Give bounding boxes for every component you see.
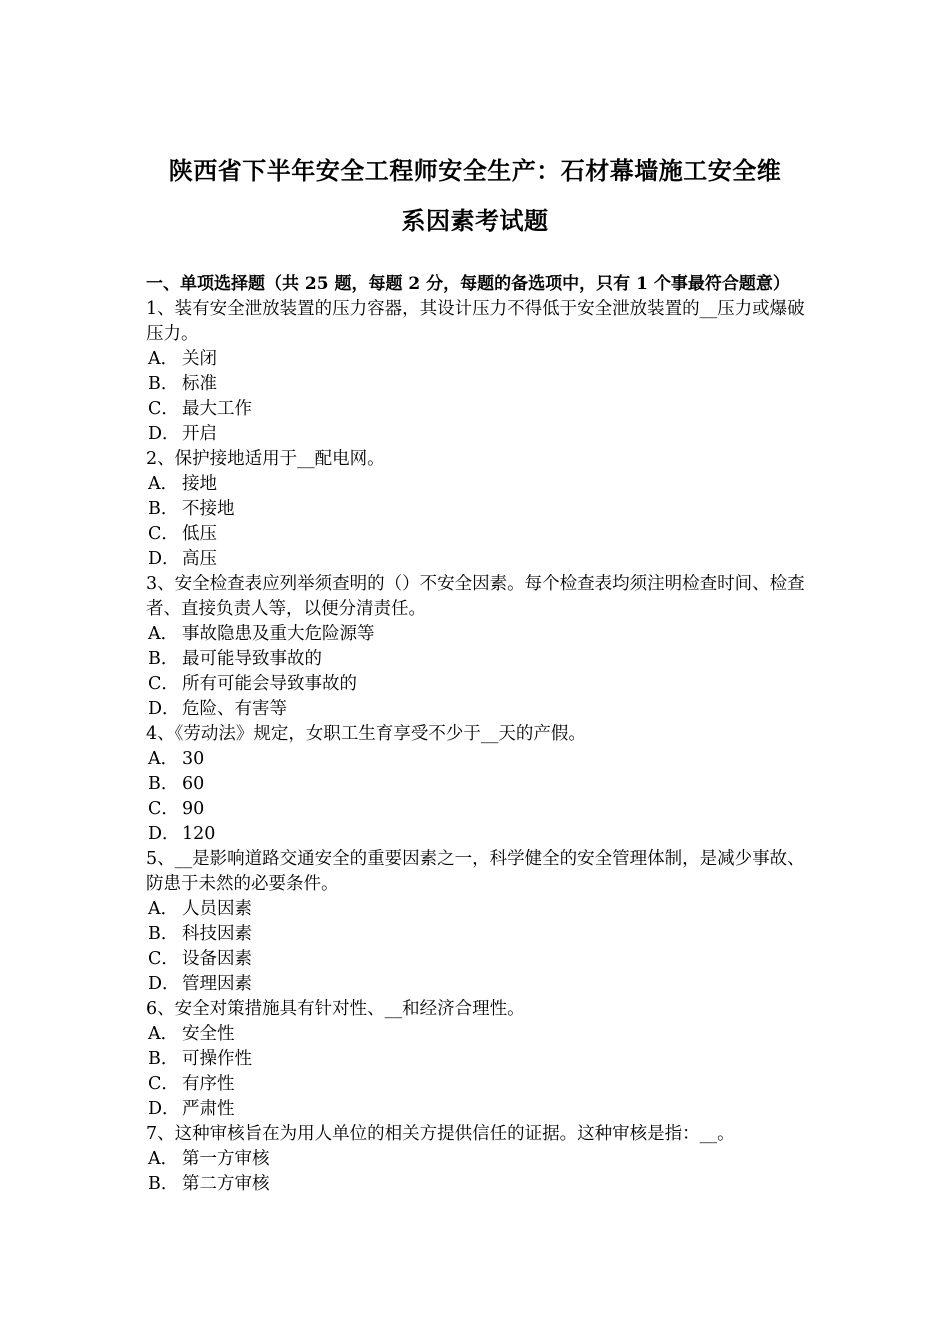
- question-block: [146, 722, 816, 847]
- document-title-line-2: 系因素考试题: [401, 206, 549, 235]
- option-letter: B．: [148, 774, 179, 794]
- option-item: [146, 947, 816, 972]
- option-item: [146, 922, 816, 947]
- option-letter: D．: [148, 699, 180, 719]
- question-block: [146, 572, 816, 722]
- document-title-line-1: 陕西省下半年安全工程师安全生产：石材幕墙施工安全维: [168, 156, 782, 185]
- option-text: 第二方审核: [182, 1174, 270, 1194]
- option-letter: C．: [148, 799, 179, 819]
- option-letter: B．: [148, 924, 179, 944]
- option-item: [146, 1047, 816, 1072]
- option-text: 开启: [182, 424, 217, 444]
- question-block: [146, 297, 816, 447]
- option-item: [146, 347, 816, 372]
- option-text: 30: [182, 749, 205, 769]
- option-item: [146, 522, 816, 547]
- option-item: [146, 672, 816, 697]
- question-text: 1、装有安全泄放装置的压力容器，其设计压力不得低于安全泄放装置的__压力或爆破压力。: [146, 299, 805, 344]
- option-text: 第一方审核: [182, 1149, 270, 1169]
- option-text: 标准: [182, 374, 217, 394]
- option-item: [146, 897, 816, 922]
- option-text: 设备因素: [182, 949, 252, 969]
- option-letter: A．: [148, 899, 179, 919]
- option-item: [146, 397, 816, 422]
- option-letter: B．: [148, 1049, 179, 1069]
- question-text: 6、安全对策措施具有针对性、__和经济合理性。: [146, 999, 525, 1019]
- option-item: [146, 797, 816, 822]
- option-text: 最可能导致事故的: [182, 649, 322, 669]
- option-item: [146, 772, 816, 797]
- option-text: 高压: [182, 549, 217, 569]
- option-letter: D．: [148, 1099, 180, 1119]
- option-item: [146, 972, 816, 997]
- option-letter: C．: [148, 399, 179, 419]
- option-text: 关闭: [182, 349, 217, 369]
- option-letter: B．: [148, 499, 179, 519]
- option-text: 低压: [182, 524, 217, 544]
- question-block: [146, 847, 816, 997]
- question-block: [146, 997, 816, 1122]
- option-item: [146, 547, 816, 572]
- option-text: 危险、有害等: [182, 699, 287, 719]
- option-text: 管理因素: [182, 974, 252, 994]
- option-letter: C．: [148, 949, 179, 969]
- option-item: [146, 422, 816, 447]
- option-item: [146, 822, 816, 847]
- question-text: 5、__是影响道路交通安全的重要因素之一，科学健全的安全管理体制，是减少事故、防患于未然的必要条件。: [146, 849, 805, 894]
- option-letter: B．: [148, 374, 179, 394]
- option-item: [146, 1147, 816, 1172]
- option-letter: A．: [148, 474, 179, 494]
- option-text: 事故隐患及重大危险源等: [182, 624, 375, 644]
- option-text: 人员因素: [182, 899, 252, 919]
- option-item: [146, 372, 816, 397]
- option-text: 90: [182, 799, 205, 819]
- question-block: [146, 447, 816, 572]
- option-item: [146, 1097, 816, 1122]
- option-letter: C．: [148, 1074, 179, 1094]
- question-text: 2、保护接地适用于__配电网。: [146, 449, 385, 469]
- question-text: 3、安全检查表应列举须查明的（）不安全因素。每个检查表均须注明检查时间、检查者、直接负责人等，以便分清责任。: [146, 574, 805, 619]
- option-item: [146, 697, 816, 722]
- option-text: 最大工作: [182, 399, 252, 419]
- option-text: 接地: [182, 474, 217, 494]
- document-body: [146, 272, 816, 1197]
- option-text: 60: [182, 774, 205, 794]
- option-letter: C．: [148, 524, 179, 544]
- option-item: [146, 497, 816, 522]
- option-text: 可操作性: [182, 1049, 252, 1069]
- option-letter: A．: [148, 1149, 179, 1169]
- option-item: [146, 472, 816, 497]
- option-letter: D．: [148, 824, 180, 844]
- option-text: 120: [182, 824, 216, 844]
- option-text: 不接地: [182, 499, 235, 519]
- option-item: [146, 1022, 816, 1047]
- option-text: 严肃性: [182, 1099, 235, 1119]
- question-block: [146, 1122, 816, 1197]
- option-text: 有序性: [182, 1074, 235, 1094]
- option-text: 所有可能会导致事故的: [182, 674, 357, 694]
- option-letter: D．: [148, 424, 180, 444]
- option-item: [146, 747, 816, 772]
- question-text: 4、《劳动法》规定，女职工生育享受不少于__天的产假。: [146, 724, 586, 744]
- option-letter: B．: [148, 1174, 179, 1194]
- option-text: 科技因素: [182, 924, 252, 944]
- option-letter: B．: [148, 649, 179, 669]
- option-letter: A．: [148, 1024, 179, 1044]
- option-item: [146, 647, 816, 672]
- option-letter: A．: [148, 749, 179, 769]
- section-heading: 一、单项选择题（共 25 题，每题 2 分，每题的备选项中，只有 1 个事最符合题意）: [146, 274, 790, 294]
- option-letter: C．: [148, 674, 179, 694]
- option-letter: D．: [148, 974, 180, 994]
- option-item: [146, 1172, 816, 1197]
- option-item: [146, 622, 816, 647]
- option-item: [146, 1072, 816, 1097]
- question-text: 7、这种审核旨在为用人单位的相关方提供信任的证据。这种审核是指：__。: [146, 1124, 735, 1144]
- option-letter: D．: [148, 549, 180, 569]
- option-letter: A．: [148, 624, 179, 644]
- option-letter: A．: [148, 349, 179, 369]
- option-text: 安全性: [182, 1024, 235, 1044]
